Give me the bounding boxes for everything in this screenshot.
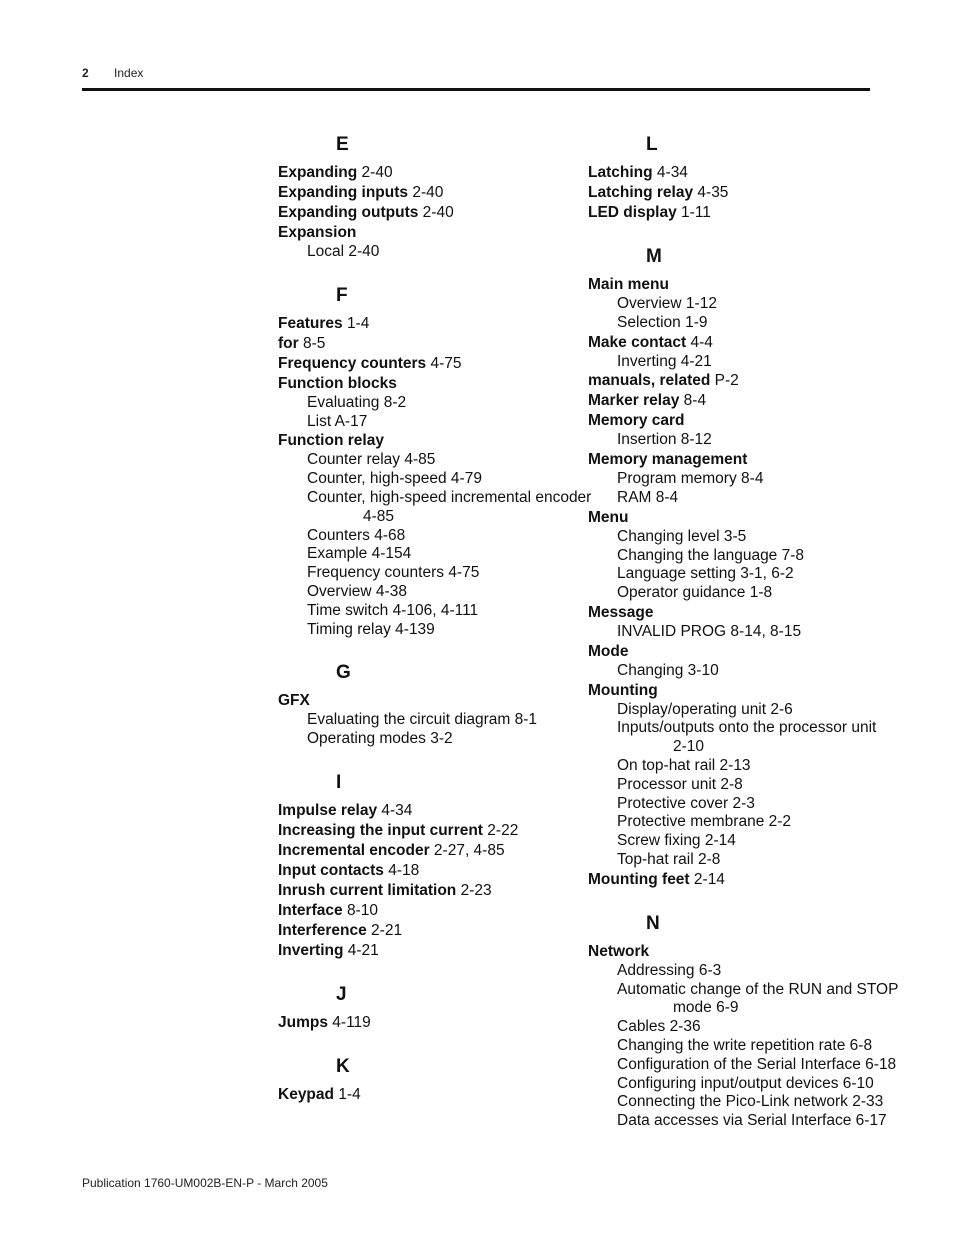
sub-entry-text: Inputs/outputs onto the processor unit: [617, 719, 877, 737]
entry-term: Interface: [278, 901, 343, 919]
sub-entry: [278, 243, 578, 262]
sub-entry-page-ref: 8-1: [514, 711, 538, 729]
entry-term: Inrush current limitation: [278, 881, 457, 899]
sub-entry-text: Data accesses via Serial Interface: [617, 1112, 852, 1130]
sub-entry-text: Selection: [617, 313, 681, 331]
sub-entry: [588, 1075, 888, 1094]
sub-entry-page-ref: 8-4: [655, 488, 679, 506]
sub-entry: [278, 488, 592, 527]
sub-entry-text: Operator guidance: [617, 584, 746, 602]
entry-term: Impulse relay: [278, 801, 378, 819]
entry-term: Marker relay: [588, 392, 680, 410]
sub-entry-text: Display/operating unit: [617, 700, 767, 718]
index-section: [588, 245, 888, 890]
sub-entry-text: Configuration of the Serial Interface: [617, 1055, 861, 1073]
entry-page-ref: 4-34: [381, 801, 413, 819]
section-letter: K: [336, 1055, 350, 1077]
entry-term: GFX: [278, 692, 310, 710]
index-entry: [588, 203, 888, 223]
sub-entry-text: Evaluating the circuit diagram: [307, 711, 511, 729]
sub-entry-page-ref: 4-106, 4-111: [392, 601, 479, 619]
sub-entry-text: INVALID PROG: [617, 622, 727, 640]
index-entry: [278, 691, 578, 711]
sub-entry-page-ref: 3-1, 6-2: [740, 565, 794, 583]
index-entry: [588, 391, 888, 411]
entry-term: Inverting: [278, 941, 344, 959]
index-entry: [278, 881, 578, 901]
sub-entry: [278, 527, 578, 546]
sub-entry: [588, 528, 888, 547]
entry-term: Mode: [588, 642, 629, 660]
sub-entry-text: Changing the language: [617, 546, 778, 564]
sub-entry-page-ref: 2-36: [669, 1018, 701, 1036]
entry-term: Function relay: [278, 432, 384, 450]
entry-term: Function blocks: [278, 374, 397, 392]
sub-entry-text: Connecting the Pico-Link network: [617, 1093, 848, 1111]
sub-entry-text: Automatic change of the RUN and STOP: [617, 980, 899, 998]
index-section: [588, 912, 899, 1131]
index-entry: [588, 508, 888, 528]
entry-term: Memory management: [588, 451, 748, 469]
page-header: [82, 66, 143, 80]
sub-entry-text: Counters: [307, 526, 370, 544]
sub-entry-text: Operating modes: [307, 730, 426, 748]
index-entry: [278, 334, 578, 354]
entry-page-ref: 4-34: [656, 164, 688, 181]
sub-entry-page-ref: 2-14: [704, 832, 736, 850]
index-entry: [588, 163, 888, 183]
sub-entry: [588, 719, 888, 757]
sub-entry: [588, 851, 888, 870]
entry-term: Incremental encoder: [278, 841, 430, 859]
sub-entry-continuation: mode 6-9: [673, 999, 739, 1017]
sub-entry-page-ref: 3-5: [723, 527, 747, 545]
entry-term: Latching: [588, 164, 653, 181]
sub-entry-text: Timing relay: [307, 620, 391, 638]
sub-entry-page-ref: 7-8: [781, 546, 805, 564]
entry-term: Memory card: [588, 412, 685, 430]
sub-entry-page-ref: 4-21: [680, 352, 712, 370]
entry-term: Expanding inputs: [278, 184, 409, 201]
sub-entry-text: Changing the write repetition rate: [617, 1036, 846, 1054]
entry-term: Frequency counters: [278, 354, 427, 372]
entry-term: for: [278, 334, 299, 352]
index-section: [588, 133, 888, 223]
entry-term: Latching relay: [588, 184, 694, 201]
sub-entry-text: Cables: [617, 1018, 666, 1036]
sub-entry-text: Counter, high-speed incremental encoder: [307, 488, 592, 506]
index-entry: [278, 183, 578, 203]
entry-term: Expanding outputs: [278, 204, 419, 221]
entry-page-ref: 1-4: [338, 1085, 361, 1103]
sub-entry-text: Processor unit: [617, 775, 717, 793]
header-section-title: Index: [114, 66, 144, 80]
section-letter: G: [336, 662, 351, 684]
sub-entry: [588, 962, 888, 981]
entry-term: Jumps: [278, 1013, 328, 1031]
index-entry: [588, 942, 888, 962]
entry-page-ref: 2-27, 4-85: [433, 841, 505, 859]
index-section: [278, 133, 578, 262]
entry-term: Expanding: [278, 164, 358, 181]
index-entry: [278, 203, 578, 223]
entry-page-ref: 4-35: [697, 184, 729, 201]
sub-entry-text: Frequency counters: [307, 564, 444, 582]
index-entry: [588, 333, 888, 353]
sub-entry-page-ref: 6-17: [855, 1112, 887, 1130]
index-entry: [588, 642, 888, 662]
index-entry: [278, 921, 578, 941]
sub-entry-text: Evaluating: [307, 393, 380, 411]
sub-entry-page-ref: 2-6: [770, 700, 793, 718]
section-letter: J: [336, 983, 347, 1005]
entry-page-ref: 2-14: [693, 870, 725, 888]
sub-entry-page-ref: 4-75: [448, 564, 480, 582]
sub-entry-page-ref: 2-10: [673, 738, 705, 756]
entry-term: Increasing the input current: [278, 821, 483, 839]
entry-term: manuals, related: [588, 372, 711, 390]
sub-entry: [588, 757, 888, 776]
sub-entry-text: Overview: [617, 295, 682, 312]
index-section: [278, 983, 578, 1033]
section-letter: I: [336, 771, 342, 793]
sub-entry-text: Example: [307, 545, 368, 563]
entry-page-ref: 8-5: [302, 334, 326, 352]
sub-entry: [278, 711, 578, 730]
section-letter: L: [646, 134, 658, 155]
sub-entry: [588, 295, 888, 314]
index-entry: [588, 450, 888, 470]
sub-entry-page-ref: 1-12: [685, 295, 717, 312]
sub-entry: [278, 451, 578, 470]
sub-entry-page-ref: 4-139: [395, 620, 435, 638]
sub-entry-page-ref: 8-4: [741, 470, 764, 488]
sub-entry-page-ref: 6-10: [842, 1074, 874, 1092]
index-section: [278, 284, 592, 640]
sub-entry: [588, 565, 888, 584]
section-letter: N: [646, 912, 660, 934]
sub-entry-page-ref: 2-8: [698, 850, 721, 868]
index-column-left: [278, 133, 592, 1127]
entry-page-ref: 8-4: [683, 392, 707, 410]
section-letter: M: [646, 246, 662, 267]
section-letter: F: [336, 284, 348, 306]
index-entry: [278, 374, 578, 394]
entry-page-ref: 2-21: [371, 921, 403, 939]
sub-entry-text: Protective membrane: [617, 813, 765, 831]
sub-entry-page-ref: 4-85: [363, 507, 395, 525]
index-entry: [588, 681, 888, 701]
sub-entry-text: Local: [307, 243, 345, 260]
sub-entry: [588, 1018, 888, 1037]
sub-entry: [588, 1055, 897, 1075]
sub-entry-continuation: [617, 738, 888, 757]
index-entry: [588, 183, 888, 203]
sub-entry: [588, 470, 888, 489]
entry-term: Expansion: [278, 224, 357, 241]
index-entry: [278, 801, 578, 821]
sub-entry: [588, 832, 888, 851]
sub-entry-text: Insertion: [617, 431, 677, 449]
entry-page-ref: 4-18: [388, 861, 420, 879]
sub-entry: [278, 413, 578, 432]
sub-entry-text: Language setting: [617, 565, 736, 583]
entry-page-ref: P-2: [714, 372, 739, 390]
index-section: [278, 661, 578, 749]
sub-entry-continuation: [307, 508, 578, 527]
sub-entry: [588, 1093, 888, 1112]
entry-term: Make contact: [588, 333, 687, 351]
entry-page-ref: 1-11: [681, 204, 711, 221]
index-entry: [588, 411, 888, 431]
sub-entry-page-ref: 6-3: [698, 961, 722, 979]
entry-term: Main menu: [588, 276, 669, 293]
entry-term: LED display: [588, 204, 677, 221]
sub-entry-page-ref: 2-8: [720, 775, 743, 793]
sub-entry-text: Top-hat rail: [617, 850, 694, 868]
index-entry: [278, 314, 578, 334]
index-section: [278, 771, 578, 961]
sub-entry-page-ref: 4-79: [450, 470, 482, 488]
sub-entry-text: RAM: [617, 488, 652, 506]
sub-entry-page-ref: 6-8: [849, 1036, 873, 1054]
sub-entry-text: Changing: [617, 661, 684, 679]
index-entry: [278, 861, 578, 881]
sub-entry-text: Changing level: [617, 527, 720, 545]
index-entry: [278, 163, 578, 183]
sub-entry-page-ref: 4-85: [404, 451, 436, 469]
sub-entry: [278, 621, 578, 640]
entry-page-ref: 2-40: [361, 164, 393, 181]
sub-entry: [588, 547, 888, 566]
header-rule: [82, 88, 870, 91]
index-entry: [278, 1013, 578, 1033]
sub-entry-page-ref: 2-13: [719, 756, 751, 774]
index-entry: [278, 354, 578, 374]
index-entry: [588, 371, 888, 391]
entry-page-ref: 4-75: [430, 354, 462, 372]
sub-entry: [588, 1112, 888, 1131]
sub-entry-page-ref: 4-38: [375, 582, 407, 600]
sub-entry-text: Protective cover: [617, 794, 729, 812]
sub-entry: [588, 662, 888, 681]
sub-entry-page-ref: 2-33: [852, 1093, 884, 1111]
sub-entry: [588, 353, 888, 372]
sub-entry: [588, 584, 888, 603]
sub-entry-text: Screw fixing: [617, 832, 701, 850]
sub-entry: [588, 431, 888, 450]
index-entry: [278, 841, 578, 861]
sub-entry-page-ref: 8-2: [383, 393, 407, 411]
sub-entry-page-ref: 2-3: [732, 794, 755, 812]
index-entry: [278, 1085, 578, 1105]
sub-entry: [588, 1037, 888, 1056]
sub-entry: [278, 394, 578, 413]
entry-term: Interference: [278, 921, 367, 939]
sub-entry: [278, 730, 578, 749]
entry-term: Network: [588, 942, 650, 960]
sub-entry-page-ref: 1-8: [749, 584, 773, 602]
sub-entry: [278, 470, 578, 489]
sub-entry-text: List: [307, 412, 332, 430]
index-entry: [588, 275, 888, 295]
sub-entry-page-ref: 4-154: [371, 545, 412, 563]
sub-entry: [278, 583, 578, 602]
entry-term: Input contacts: [278, 861, 384, 879]
sub-entry: [278, 564, 578, 583]
sub-entry-text: Inverting: [617, 352, 677, 370]
entry-page-ref: 4-119: [332, 1013, 371, 1031]
sub-entry: [588, 623, 888, 642]
sub-entry-page-ref: A-17: [334, 412, 368, 430]
sub-entry-text: Counter, high-speed: [307, 470, 447, 488]
index-section: [278, 1055, 578, 1105]
entry-page-ref: 2-40: [422, 204, 454, 221]
entry-page-ref: 2-40: [412, 184, 444, 201]
sub-entry-text: Program memory: [617, 470, 737, 488]
sub-entry-page-ref: 6-9: [716, 999, 739, 1017]
entry-term: Menu: [588, 508, 629, 526]
index-entry: [278, 431, 578, 451]
sub-entry-page-ref: 8-14, 8-15: [730, 622, 802, 640]
index-entry: [278, 223, 578, 243]
sub-entry-text: Counter relay: [307, 451, 401, 469]
page-number: 2: [82, 66, 89, 80]
entry-term: Message: [588, 603, 654, 621]
entry-term: Keypad: [278, 1085, 334, 1103]
entry-page-ref: 1-4: [346, 314, 370, 332]
entry-page-ref: 4-4: [690, 333, 713, 351]
sub-entry-text: On top-hat rail: [617, 756, 716, 774]
index-entry: [588, 603, 888, 623]
sub-entry: [278, 602, 578, 621]
entry-page-ref: 8-10: [346, 901, 378, 919]
index-entry: [278, 821, 578, 841]
entry-term: Features: [278, 314, 343, 332]
sub-entry-page-ref: 3-2: [430, 730, 453, 748]
sub-entry: [588, 980, 899, 1019]
sub-entry-text: Overview: [307, 582, 372, 600]
section-letter: E: [336, 134, 349, 155]
sub-entry-page-ref: 2-40: [348, 243, 380, 260]
sub-entry-page-ref: 3-10: [687, 661, 719, 679]
sub-entry: [278, 545, 578, 564]
sub-entry-page-ref: 1-9: [685, 313, 708, 331]
sub-entry: [588, 489, 888, 508]
entry-page-ref: 2-23: [460, 881, 492, 899]
sub-entry: [588, 701, 888, 720]
sub-entry-page-ref: 2-2: [768, 813, 792, 831]
sub-entry: [588, 813, 888, 832]
entry-page-ref: 2-22: [487, 821, 519, 839]
index-entry: [588, 870, 888, 890]
index-column-right: [588, 133, 899, 1153]
entry-term: Mounting feet: [588, 870, 690, 888]
sub-entry-text: Addressing: [617, 961, 695, 979]
sub-entry: [588, 776, 888, 795]
index-entry: [278, 941, 578, 961]
index-entry: [278, 901, 578, 921]
sub-entry-text: Configuring input/output devices: [617, 1074, 839, 1092]
sub-entry: [588, 314, 888, 333]
sub-entry-page-ref: 6-18: [865, 1055, 897, 1073]
entry-page-ref: 4-21: [347, 941, 379, 959]
page-footer: Publication 1760-UM002B-EN-P - March 2005: [82, 1176, 328, 1190]
sub-entry-page-ref: 8-12: [680, 431, 712, 449]
sub-entry: [588, 795, 888, 814]
entry-term: Mounting: [588, 681, 658, 699]
sub-entry-page-ref: 4-68: [374, 526, 406, 544]
sub-entry-text: Time switch: [307, 601, 389, 619]
